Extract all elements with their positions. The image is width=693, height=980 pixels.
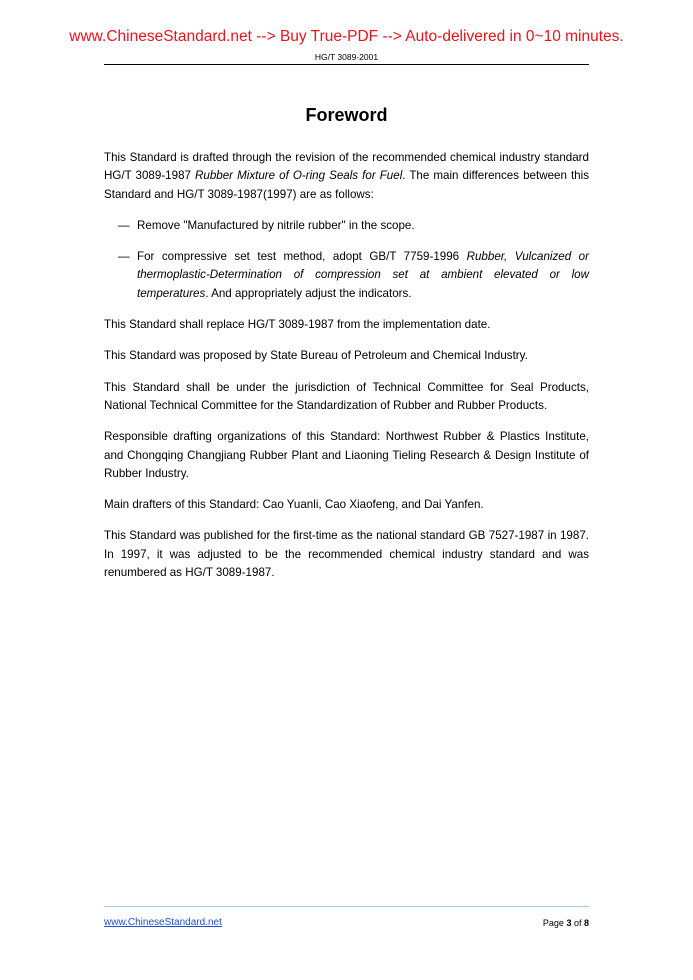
paragraph-history: This Standard was published for the first-time as the national standard GB 7527-1987 in 1987. In 1997, it was adjusted to be the recommended chemical industry standard and was renumbered as HG/T 3089-1987. bbox=[104, 529, 589, 580]
list-item-1 bbox=[104, 217, 589, 235]
paragraph-intro-italic: Rubber Mixture of O-ring Seals for Fuel bbox=[195, 169, 403, 183]
footer-website-link[interactable]: www.ChineseStandard.net bbox=[104, 917, 222, 928]
dash-marker: — bbox=[118, 250, 130, 264]
paragraph-jurisdiction: This Standard shall be under the jurisdiction of Technical Committee for Seal Products, National Technical Committee for the Standardization of Rubber and Rubber Products. bbox=[104, 380, 589, 412]
page-title: Foreword bbox=[305, 105, 388, 125]
page-current: 3 bbox=[566, 918, 572, 928]
header-doc-code: HG/T 3089-2001 bbox=[314, 52, 379, 62]
dash-marker: — bbox=[118, 218, 130, 232]
page-number bbox=[543, 918, 589, 928]
paragraph-replace: This Standard shall replace HG/T 3089-1987 from the implementation date. bbox=[104, 318, 491, 332]
page-of: of bbox=[571, 918, 584, 928]
header-divider bbox=[104, 64, 589, 65]
list-item-1-text: Remove "Manufactured by nitrile rubber" in the scope. bbox=[137, 218, 415, 232]
paragraph-drafters: Main drafters of this Standard: Cao Yuanli, Cao Xiaofeng, and Dai Yanfen. bbox=[104, 498, 484, 512]
list-item-2-text-b: . And appropriately adjust the indicators. bbox=[205, 286, 412, 300]
page-prefix: Page bbox=[542, 918, 567, 928]
paragraph-intro-text-b: . The main differences between this Standard and HG/T 3089-1987(1997) are as follows: bbox=[104, 169, 589, 201]
page-total: 8 bbox=[583, 918, 589, 928]
footer-divider bbox=[104, 906, 589, 907]
paragraph-intro bbox=[104, 149, 589, 204]
list-item-2-text-a: For compressive set test method, adopt GB/T 7759-1996 bbox=[137, 250, 467, 264]
foreword-body bbox=[104, 149, 589, 582]
promo-banner[interactable]: www.ChineseStandard.net --> Buy True-PDF --> Auto-delivered in 0~10 minutes. bbox=[69, 28, 624, 45]
list-item-2 bbox=[104, 248, 589, 303]
paragraph-drafting-orgs: Responsible drafting organizations of this Standard: Northwest Rubber & Plastics Institute, and Chongqing Changjiang Rubber Plant and Liaoning Tieling Research & Design Institute of Rubber Industry. bbox=[104, 430, 589, 480]
paragraph-proposed: This Standard was proposed by State Bureau of Petroleum and Chemical Industry. bbox=[104, 349, 528, 363]
list-item-2-italic: Rubber, Vulcanized or thermoplastic-Determination of compression set at ambient elevated or low temperatures bbox=[137, 250, 589, 300]
paragraph-intro-text-a: This Standard is drafted through the revision of the recommended chemical industry standard HG/T 3089-1987 bbox=[104, 151, 589, 183]
